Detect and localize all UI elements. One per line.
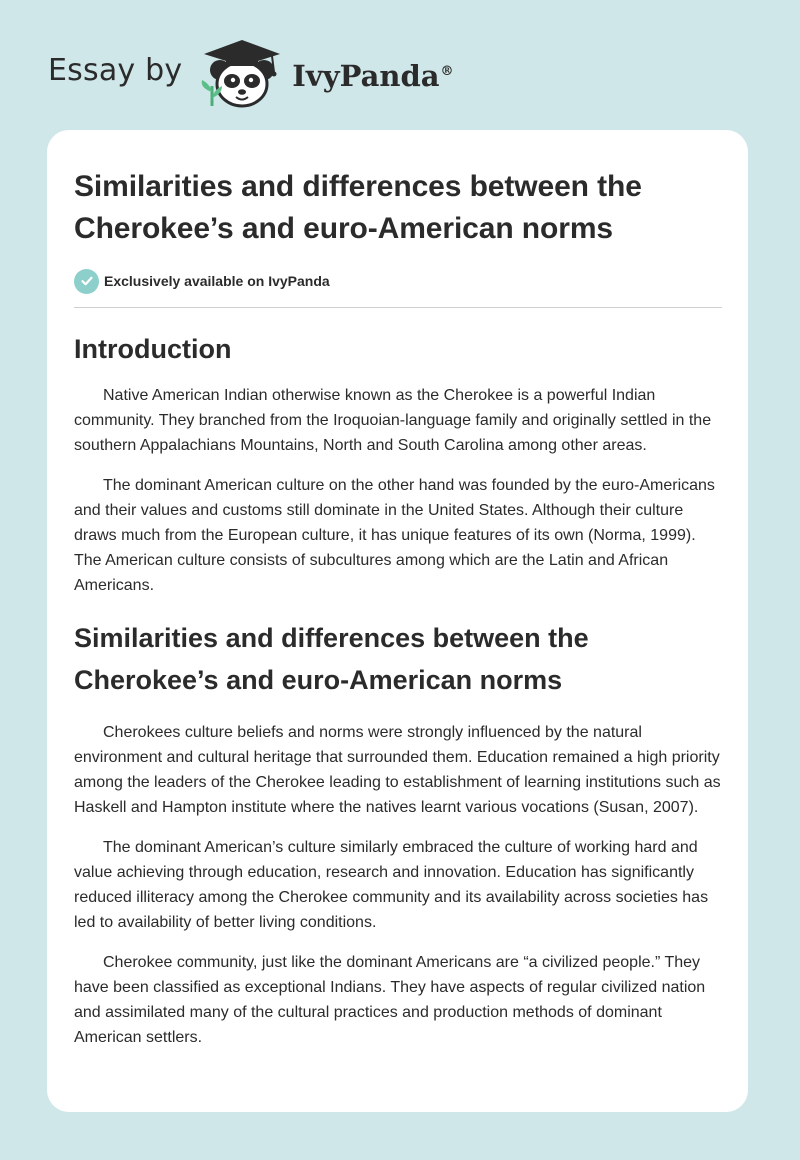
exclusive-badge bbox=[74, 268, 722, 294]
section-similarities bbox=[74, 617, 722, 1050]
check-circle-icon bbox=[74, 269, 99, 294]
essay-card bbox=[47, 130, 748, 1112]
brand-prefix: Essay by bbox=[48, 52, 183, 88]
divider bbox=[74, 307, 722, 308]
paragraph: The dominant American’s culture similarly embraced the culture of working hard and value achieving through education, research and innovation. Education has significantly reduced illiteracy among the Cherokee community and its availability across societies has led to availability of better living conditions. bbox=[74, 839, 709, 931]
exclusive-badge-text: Exclusively available on IvyPanda bbox=[104, 273, 330, 289]
paragraph: Native American Indian otherwise known as the Cherokee is a powerful Indian community. They branched from the Iroquoian-language family and originally settled in the southern Appalachians Mountains, North and South Carolina among other areas. bbox=[74, 387, 712, 454]
brand-name: IvyPanda® bbox=[292, 59, 454, 93]
paragraph: Cherokee community, just like the dominant Americans are “a civilized people.” They have been classified as exceptional Indians. They have aspects of regular civilized nation and assimilated many of the cultural practices and production methods of dominant American settlers. bbox=[74, 954, 706, 1046]
page-title: Similarities and differences between the Cherokee’s and euro-American norms bbox=[74, 170, 642, 245]
panda-graduation-cap-icon bbox=[196, 34, 288, 110]
paragraph: The dominant American culture on the other hand was founded by the euro-Americans and their values and customs still dominate in the United States. Although their culture draws much from the European culture, it has unique features of its own (Norma, 1999). The American culture consists of subcultures among which are the Latin and African Americans. bbox=[74, 477, 715, 594]
brand-header[interactable] bbox=[48, 34, 454, 110]
section-heading-introduction: Introduction bbox=[74, 334, 232, 364]
paragraph: Cherokees culture beliefs and norms were strongly influenced by the natural environment and cultural heritage that surrounded them. Education remained a high priority among the leaders of the Cherokee leading to establishment of learning institutions such as Haskell and Hampton institute where the natives learnt various vocations (Susan, 2007). bbox=[74, 724, 721, 816]
section-introduction bbox=[74, 328, 722, 598]
registered-mark: ® bbox=[440, 64, 454, 80]
section-heading-similarities: Similarities and differences between the Cherokee’s and euro-American norms bbox=[74, 623, 589, 695]
